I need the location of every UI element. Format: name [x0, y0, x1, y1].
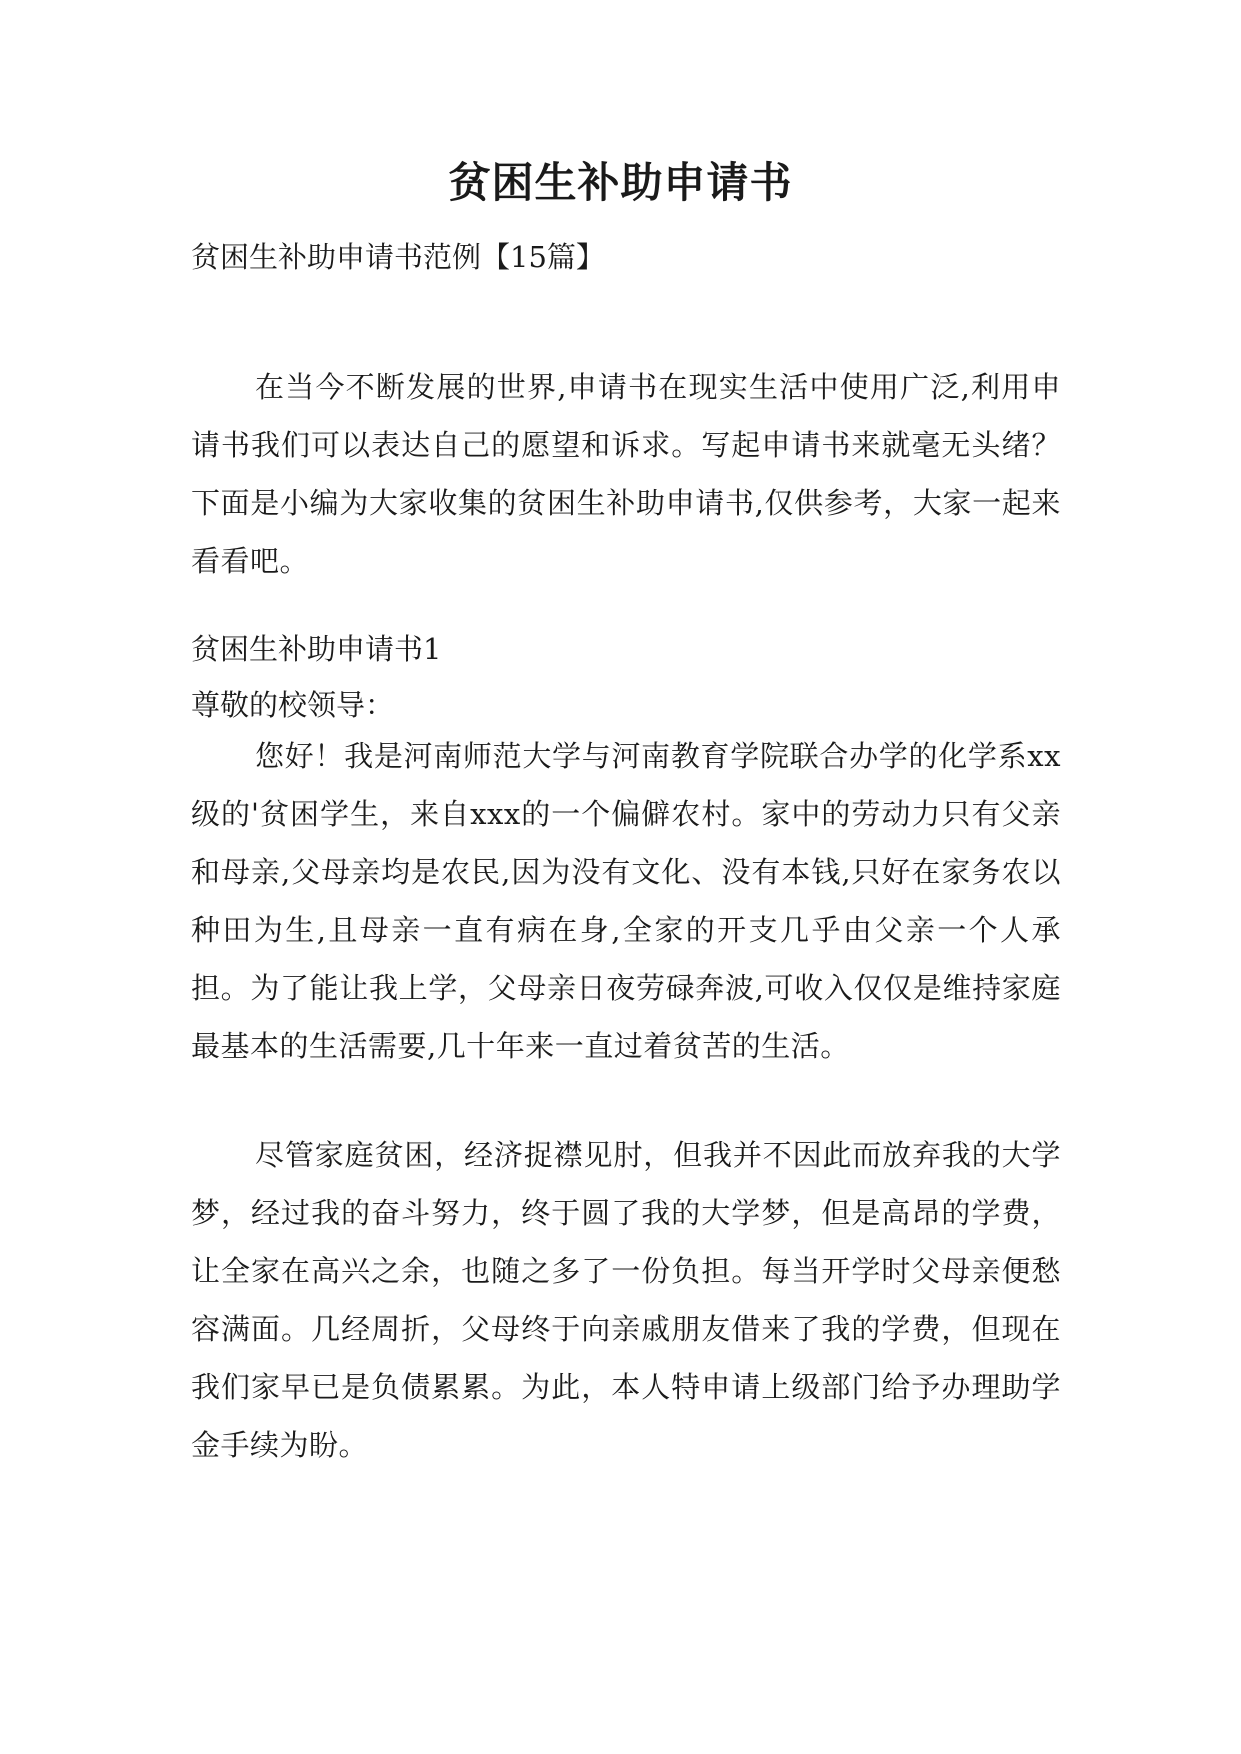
body-paragraph-1: 您好！我是河南师范大学与河南教育学院联合办学的化学系xx级的'贫困学生，来自xxx的一个偏僻农村。家中的劳动力只有父亲和母亲,父母亲均是农民,因为没有文化、没有本钱,只好在家务农以种田为生,且母亲一直有病在身,全家的开支几乎由父亲一个人承担。为了能让我上学，父母亲日夜劳碌奔波,可收入仅仅是维持家庭最基本的生活需要,几十年来一直过着贫苦的生活。: [191, 739, 1061, 1063]
section-heading: 贫困生补助申请书1: [191, 632, 442, 666]
document-title: 贫困生补助申请书: [448, 158, 793, 207]
intro-paragraph: 在当今不断发展的世界,申请书在现实生活中使用广泛,利用申请书我们可以表达自己的愿望和诉求。写起申请书来就毫无头绪？下面是小编为大家收集的贫困生补助申请书,仅供参考，大家一起来看看吧。: [191, 370, 1061, 578]
salutation: 尊敬的校领导：: [191, 688, 395, 722]
document-subtitle: 贫困生补助申请书范例【15篇】: [191, 240, 605, 274]
body-paragraph-2: 尽管家庭贫困，经济捉襟见肘，但我并不因此而放弃我的大学梦，经过我的奋斗努力，终于圆了我的大学梦，但是高昂的学费，让全家在高兴之余，也随之多了一份负担。每当开学时父母亲便愁容满面。几经周折，父母终于向亲戚朋友借来了我的学费，但现在我们家早已是负债累累。为此，本人特申请上级部门给予办理助学金手续为盼。: [191, 1138, 1061, 1462]
